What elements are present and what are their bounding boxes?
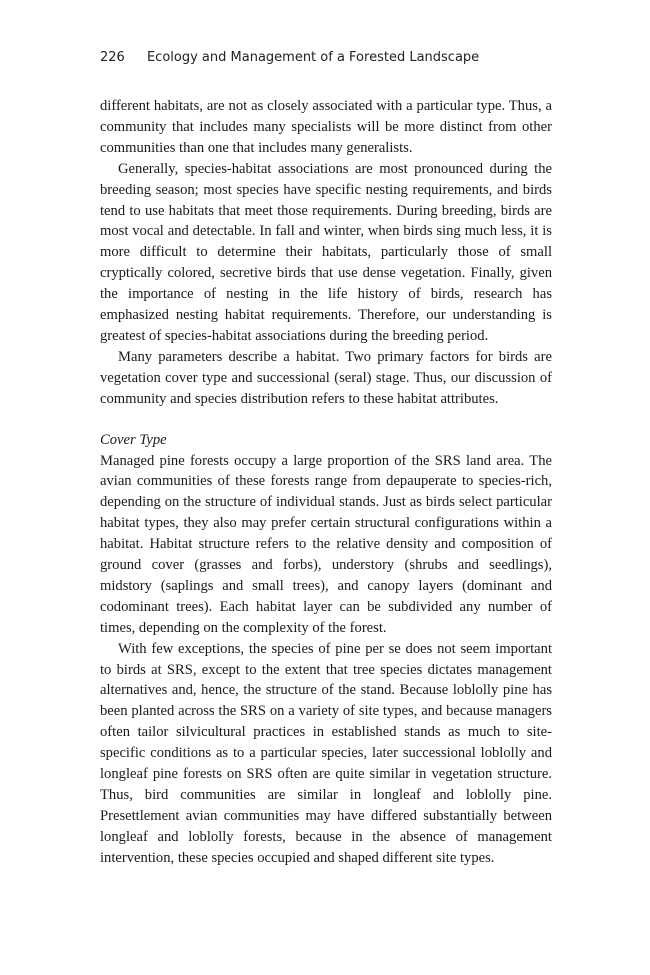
- body-text: [100, 96, 552, 869]
- running-title: Ecology and Management of a Forested Landscape: [146, 50, 480, 65]
- paragraph: With few exceptions, the species of pine per se does not seem important to birds at SRS, except to the extent that tree species dictates management alternatives and, hence, the structure of the stand. Because loblolly pine has been planted across the SRS on a variety of site types, and because managers often tailor silvicultural practices in established stands as much to site-specific conditions as to a particular species, later successional loblolly and longleaf pine forests on SRS often are quite similar in vegetation structure. Thus, bird communities are similar in longleaf and loblolly pine. Presettlement avian communities may have differed substantially between longleaf and loblolly forests, because in the absence of management intervention, these species occupied and shaped different site types.: [100, 640, 552, 866]
- running-head: [100, 50, 560, 65]
- page-number: 226: [100, 50, 125, 65]
- paragraph-continued: different habitats, are not as closely associated with a particular type. Thus, a community that includes many specialists will be more distinct from other communities than one that includes many generalists.: [100, 98, 552, 156]
- paragraph: Generally, species-habitat associations are most pronounced during the breeding season; most species have specific nesting requirements, and birds tend to use habitats that meet those requirements. During breeding, birds are most vocal and detectable. In fall and winter, when birds sing much less, it is more difficult to determine their habitats, particularly those of small cryptically colored, secretive birds that use dense vegetation. Finally, given the importance of nesting in the life history of birds, research has emphasized nesting habitat requirements. Therefore, our understanding is greatest of species-habitat associations during the breeding period.: [100, 160, 552, 344]
- paragraph: Managed pine forests occupy a large proportion of the SRS land area. The avian communities of these forests range from depauperate to species-rich, depending on the structure of individual stands. Just as birds select particular habitat types, they also may prefer certain structural configurations within a habitat. Habitat structure refers to the relative density and composition of ground cover (grasses and forbs), understory (shrubs and seedlings), midstory (saplings and small trees), and canopy layers (dominant and codominant trees). Each habitat layer can be subdivided any number of times, depending on the complexity of the forest.: [100, 452, 552, 636]
- paragraph: Many parameters describe a habitat. Two primary factors for birds are vegetation cover type and successional (seral) stage. Thus, our discussion of community and species distribution refers to these habitat attributes.: [100, 348, 552, 407]
- section-heading: Cover Type: [100, 431, 167, 448]
